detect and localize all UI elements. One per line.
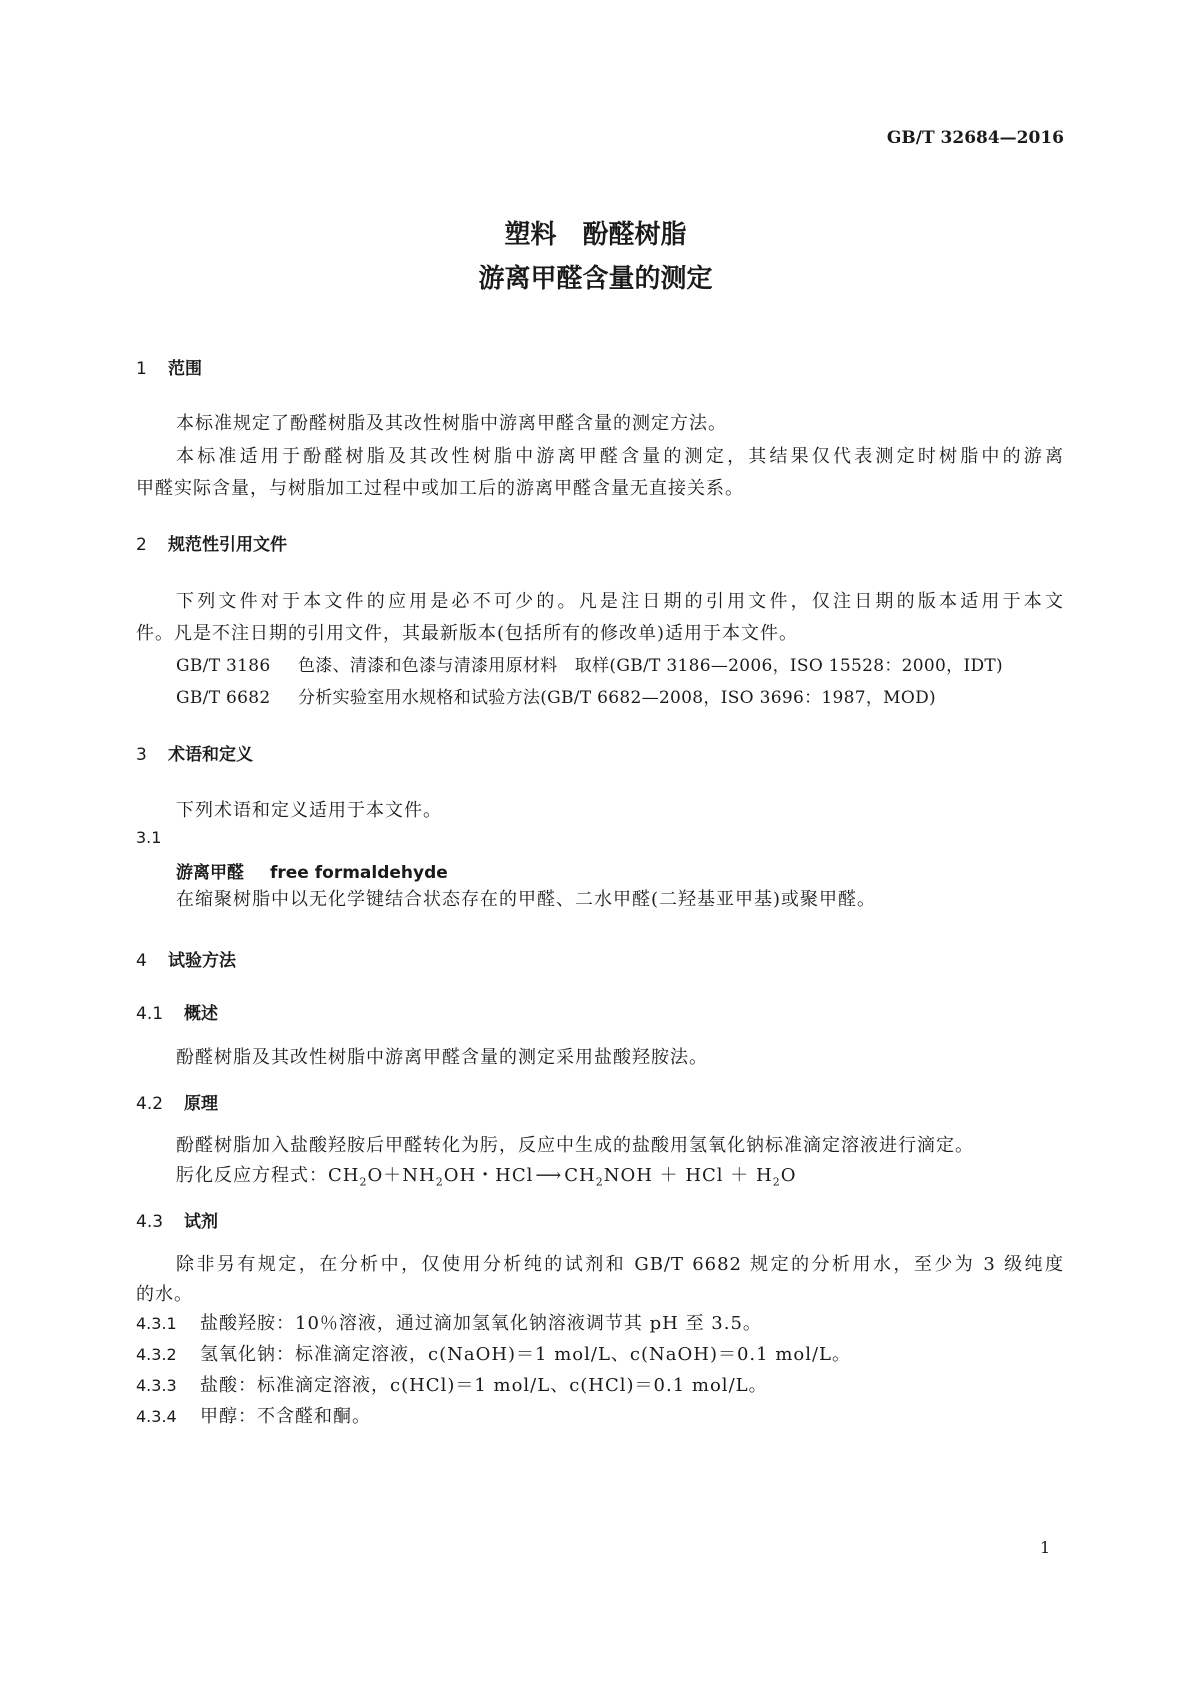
item-number: 4.3.1 [136,1314,177,1333]
title-line-2: 游离甲醛含量的测定 [478,264,713,294]
reaction-arrow-icon: ⟶ [535,1165,563,1186]
equation-term: O＋NH [367,1165,436,1186]
section-number: 2 [136,535,147,555]
item-number: 4.3.2 [136,1345,177,1364]
subsection-title: 试剂 [184,1212,218,1232]
item-number: 4.3.4 [136,1407,177,1426]
section-3-heading [136,740,253,765]
item-text: 氢氧化钠：标准滴定溶液，c(NaOH)＝1 mol/L、c(NaOH)＝0.1 mol/L。 [200,1344,852,1365]
item-text: 盐酸羟胺：10％溶液，通过滴加氢氧化钠溶液调节其 pH 至 3.5。 [200,1313,762,1334]
term-chinese: 游离甲醛 [176,863,244,883]
paragraph-line: 下列文件对于本文件的应用是必不可少的。凡是注日期的引用文件，仅注日期的版本适用于本文 [176,591,1064,612]
item-text: 甲醇：不含醛和酮。 [200,1406,371,1427]
section-number: 3 [136,745,147,765]
reference-item [176,651,1003,676]
equation-term: O [780,1165,797,1186]
subscript: 2 [359,1175,368,1189]
reference-text: 色漆、清漆和色漆与清漆用原材料 取样(GB/T 3186—2006，ISO 15528：2000，IDT) [298,656,1003,676]
reagent-item [136,1309,762,1335]
reagent-item [136,1402,371,1428]
standard-number: GB/T 32684—2016 [886,128,1064,148]
term-number: 3.1 [136,828,162,847]
page-number: 1 [1040,1538,1051,1557]
section-title: 术语和定义 [168,745,253,765]
equation-term: CH [564,1165,596,1186]
subsection-number: 4.2 [136,1094,164,1114]
paragraph-line: 本标准适用于酚醛树脂及其改性树脂中游离甲醛含量的测定，其结果仅代表测定时树脂中的游离 [176,446,1064,467]
equation-term: NOH ＋ HCl ＋ H [603,1165,773,1186]
paragraph-line: 件。凡是不注日期的引用文件，其最新版本(包括所有的修改单)适用于本文件。 [136,623,799,644]
paragraph: 酚醛树脂及其改性树脂中游离甲醛含量的测定采用盐酸羟胺法。 [176,1047,708,1068]
section-number: 1 [136,359,147,379]
reaction-equation [176,1161,796,1189]
title-line-1: 塑料 酚醛树脂 [504,220,687,250]
section-title: 规范性引用文件 [168,535,287,555]
paragraph-line: 的水。 [136,1284,193,1305]
section-title: 试验方法 [168,951,236,971]
paragraph: 本标准规定了酚醛树脂及其改性树脂中游离甲醛含量的测定方法。 [176,413,727,434]
reference-code: GB/T 6682 [176,688,271,708]
section-title: 范围 [168,359,202,379]
term-english: free formaldehyde [270,863,448,883]
subscript: 2 [435,1175,444,1189]
reference-code: GB/T 3186 [176,656,271,676]
equation-term: OH・HCl [443,1165,534,1186]
reference-item [176,683,936,708]
subsection-title: 原理 [184,1094,218,1114]
subsection-number: 4.1 [136,1004,164,1024]
subsection-4-1-heading [136,999,218,1024]
equation-term: CH [328,1165,360,1186]
reagent-item [136,1340,851,1366]
term-entry [176,858,448,883]
subscript: 2 [772,1175,781,1189]
subsection-4-2-heading [136,1089,218,1114]
section-number: 4 [136,951,147,971]
subsection-4-3-heading [136,1207,218,1232]
subsection-title: 概述 [184,1004,218,1024]
paragraph: 酚醛树脂加入盐酸羟胺后甲醛转化为肟，反应中生成的盐酸用氢氧化钠标准滴定溶液进行滴定。 [176,1135,974,1156]
section-4-heading [136,946,236,971]
paragraph-line: 甲醛实际含量，与树脂加工过程中或加工后的游离甲醛含量无直接关系。 [136,478,744,499]
item-number: 4.3.3 [136,1376,177,1395]
reference-text: 分析实验室用水规格和试验方法(GB/T 6682—2008，ISO 3696：1987，MOD) [298,688,936,708]
paragraph: 下列术语和定义适用于本文件。 [176,800,442,821]
item-text: 盐酸：标准滴定溶液，c(HCl)＝1 mol/L、c(HCl)＝0.1 mol/L。 [200,1375,768,1396]
reagent-item [136,1371,768,1397]
section-2-heading [136,530,287,555]
equation-label: 肟化反应方程式： [176,1165,328,1186]
section-1-heading [136,354,202,379]
subscript: 2 [595,1175,604,1189]
term-definition: 在缩聚树脂中以无化学键结合状态存在的甲醛、二水甲醛(二羟基亚甲基)或聚甲醛。 [176,889,877,910]
subsection-number: 4.3 [136,1212,164,1232]
paragraph-line: 除非另有规定，在分析中，仅使用分析纯的试剂和 GB/T 6682 规定的分析用水，至少为 3 级纯度 [176,1254,1064,1275]
